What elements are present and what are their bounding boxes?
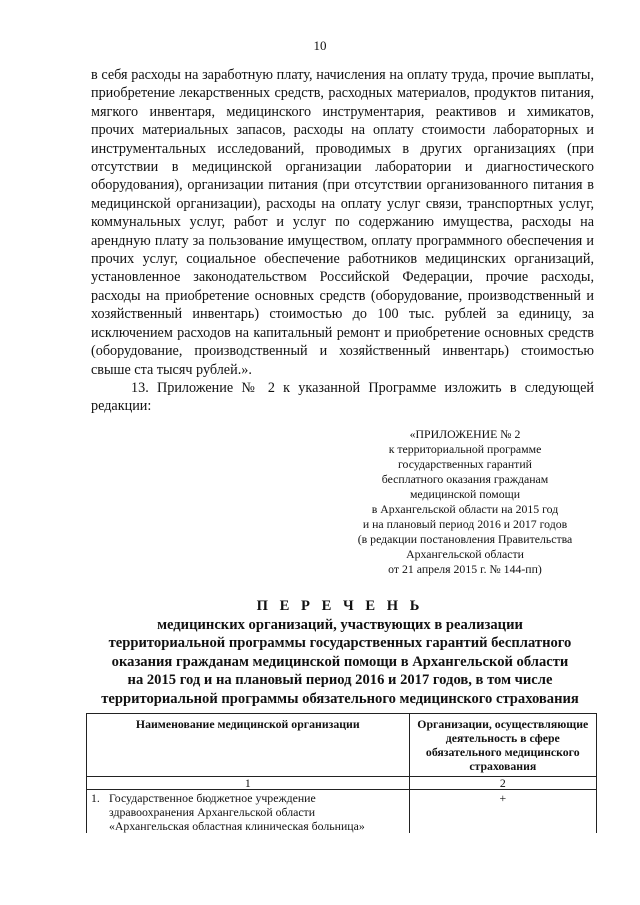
- oms-mark: +: [409, 790, 596, 834]
- table-row: [87, 790, 597, 834]
- organizations-table: [86, 713, 597, 833]
- header-org-name: Наименование медицинской организации: [87, 714, 410, 777]
- row-number: 1.: [91, 791, 100, 805]
- appendix-line: и на плановый период 2016 и 2017 годов: [362, 517, 568, 531]
- list-title-line: медицинских организаций, участвующих в реализации: [157, 616, 523, 633]
- appendix-line: в Архангельской области на 2015 год: [371, 502, 559, 516]
- list-title-line: оказания гражданам медицинской помощи в Архангельской области: [111, 653, 569, 670]
- appendix-line: медицинской помощи: [409, 487, 521, 501]
- org-name-line: Государственное бюджетное учреждение: [109, 791, 316, 805]
- appendix-line: от 21 апреля 2015 г. № 144-пп): [388, 562, 542, 576]
- list-title-line: территориальной программы государственных гарантий бесплатного: [108, 635, 572, 652]
- appendix-line: «ПРИЛОЖЕНИЕ № 2: [409, 427, 521, 441]
- list-title-line: на 2015 год и на плановый период 2016 и 2017 годов, в том числе: [127, 672, 553, 689]
- org-name-line: здравоохранения Архангельской области: [109, 805, 316, 819]
- paragraph-continuation: в себя расходы на заработную плату, начисления на оплату труда, прочие выплаты, приобретение лекарственных средств, расходных материалов, продуктов питания, мягкого инвентаря, медицинского инструментария, реактивов и химикатов, прочих материальных запасов, расходы на оплату стоимости лабораторных и инструментальных исследований, проводимых в других организациях (при отсутствии в медицинской организации лаборатории и диагностического оборудования), организации питания (при отсутствии организованного питания в медицинской организации), расходы на оплату услуг связи, транспортных услуг, коммунальных услуг, работ и услуг по содержанию имущества, расходы на арендную плату за пользование имуществом, оплату программного обеспечения и прочих услуг, социальное обеспечение работников медицинских организаций, установленное законодательством Российской Федерации, прочие расходы, расходы на приобретение основных средств (оборудование, производственный и хозяйственный инвентарь) стоимостью до 100 тыс. рублей за единицу, за исключением расходов на капитальный ремонт и приобретение основных средств (оборудование, производственный и хозяйственный инвентарь) стоимостью свыше ста тысяч рублей.».: [91, 67, 594, 378]
- paragraph-item-13: 13. Приложение № 2 к указанной Программе изложить в следующей редакции:: [91, 379, 594, 415]
- appendix-block: [330, 427, 600, 577]
- appendix-line: к территориальной программе: [388, 442, 542, 456]
- header-oms: Организации, осуществляющие деятельность в сфере обязательного медицинского страхования: [409, 714, 596, 777]
- page-number: 10: [313, 38, 327, 53]
- appendix-line: бесплатного оказания гражданам: [381, 472, 549, 486]
- appendix-line: Архангельской области: [406, 547, 524, 561]
- appendix-line: (в редакции постановления Правительства: [357, 532, 573, 546]
- org-name-line: «Архангельская областная клиническая больница»: [109, 819, 365, 833]
- appendix-line: государственных гарантий: [398, 457, 532, 471]
- column-number: 2: [409, 777, 596, 790]
- body-text: [91, 66, 594, 416]
- list-title-line: территориальной программы обязательного медицинского страхования: [101, 690, 579, 707]
- list-heading: П Е Р Е Ч Е Н Ь: [256, 598, 424, 614]
- org-name-cell: [87, 790, 410, 834]
- column-number: 1: [87, 777, 410, 790]
- list-title: [80, 597, 600, 709]
